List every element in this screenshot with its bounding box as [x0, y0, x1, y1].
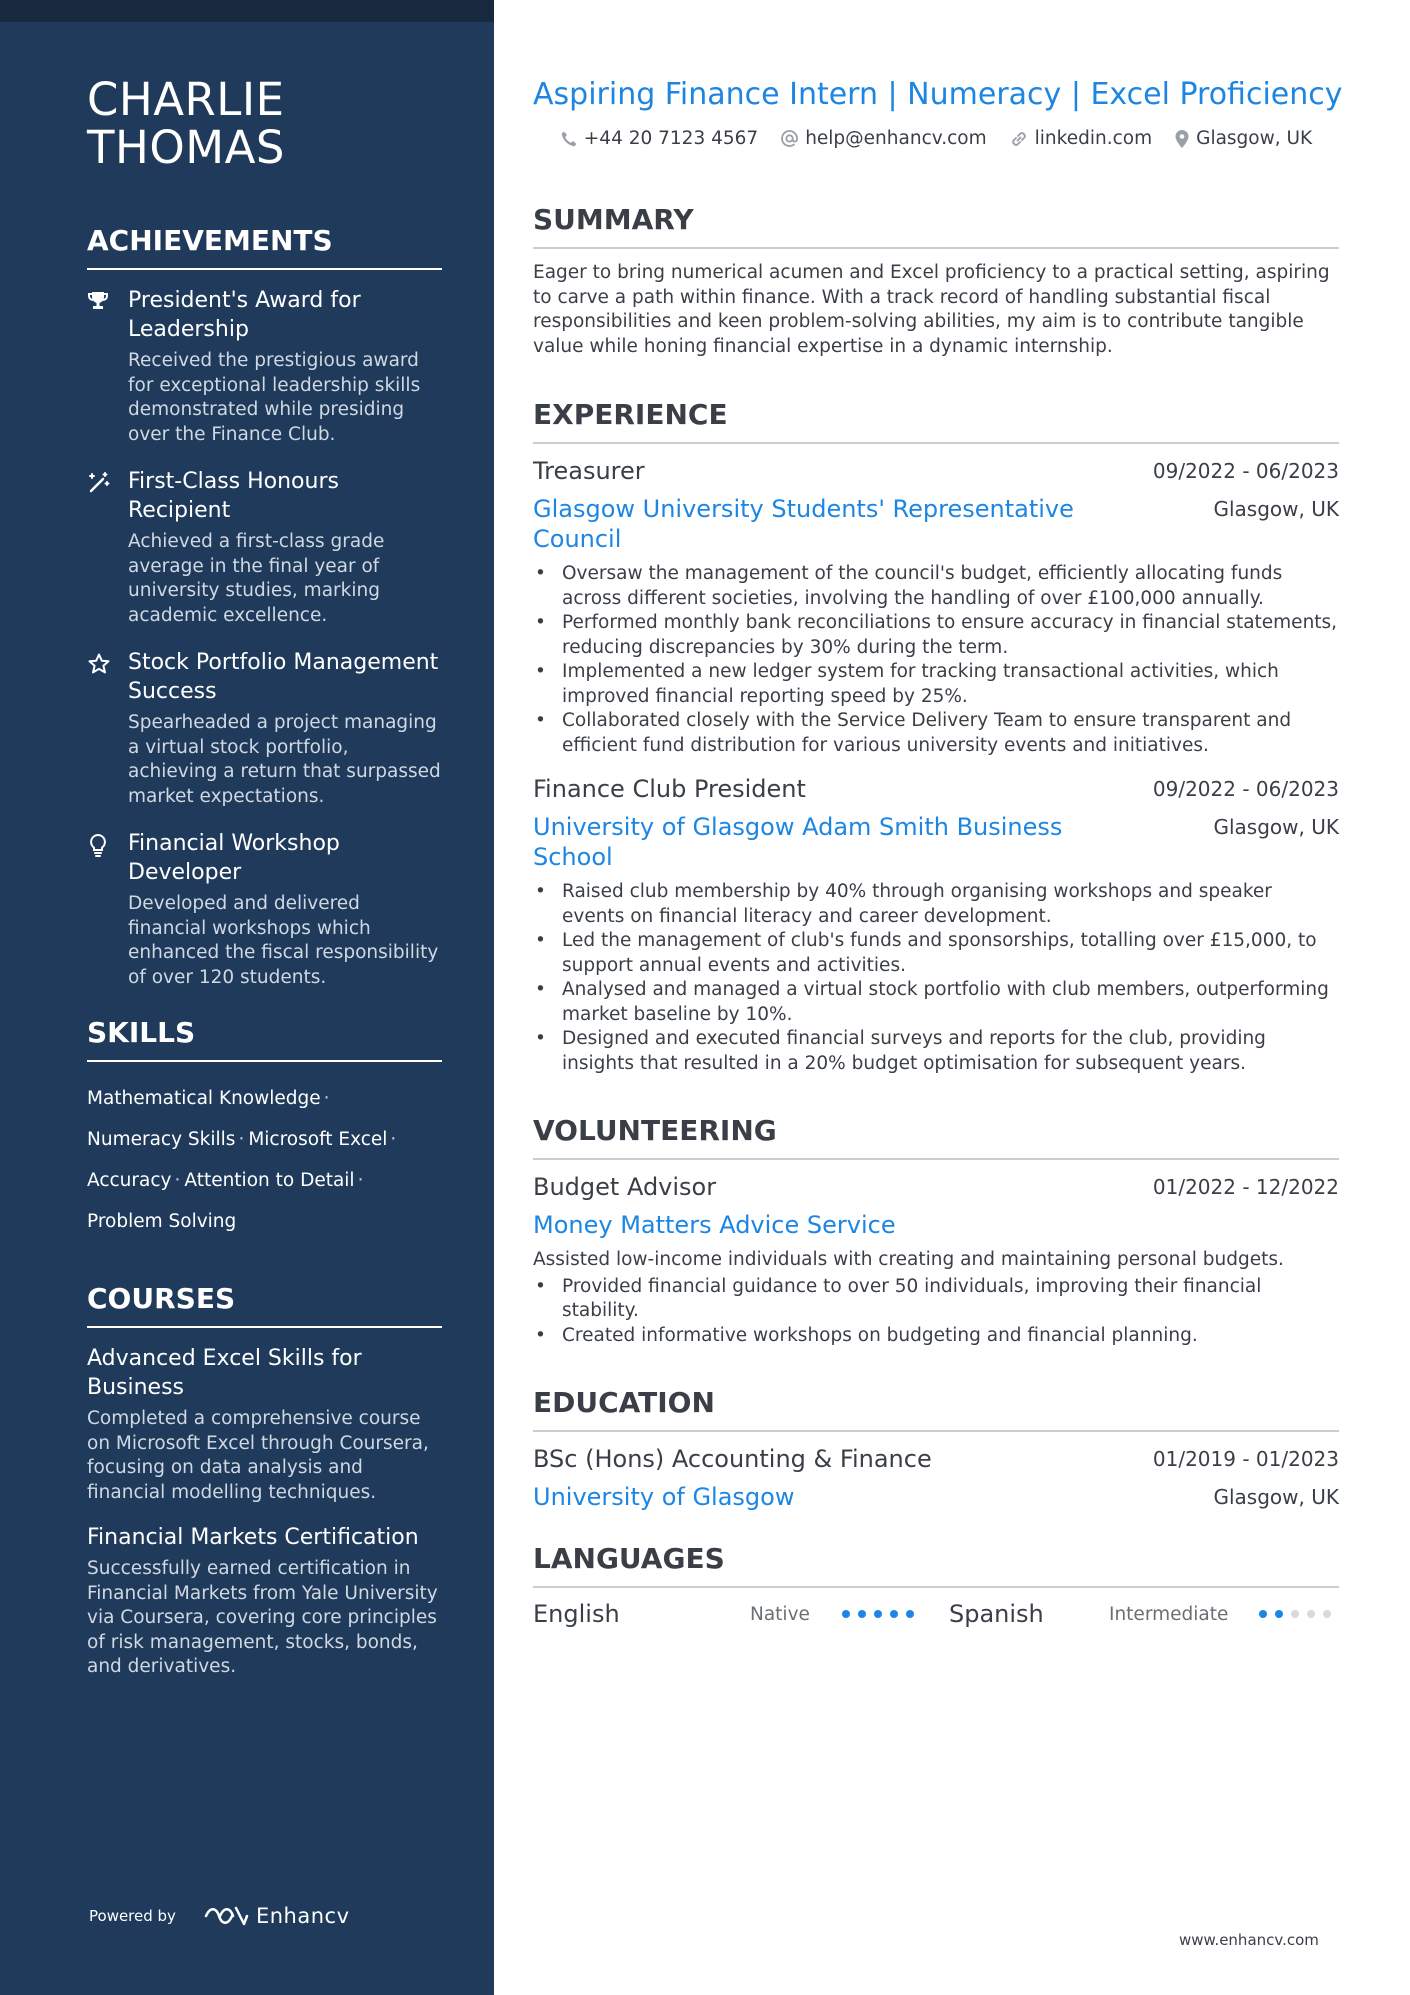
education-entry	[533, 1444, 1339, 1512]
bullet-item: • Performed monthly bank reconciliations to ensure accuracy in financial statements, reducing discrepancies by 30% during the term.	[533, 611, 1339, 660]
bullet-item: • Raised club membership by 40% through organising workshops and speaker events on financial literacy and career development.	[533, 880, 1339, 929]
language-item	[949, 1600, 1339, 1628]
skill-item: Attention to Detail	[184, 1170, 355, 1191]
rating-dot-empty	[1323, 1610, 1331, 1618]
experience-section	[533, 398, 1339, 1076]
volunteering-heading: VOLUNTEERING	[533, 1114, 1339, 1160]
skill-item: Mathematical Knowledge	[87, 1088, 321, 1109]
language-item	[533, 1600, 949, 1628]
skills-heading: SKILLS	[87, 1016, 442, 1062]
achievement-item	[87, 829, 442, 990]
achievements-section	[87, 224, 442, 990]
achievement-item	[87, 286, 442, 447]
skill-item: Microsoft Excel	[248, 1129, 388, 1150]
languages-row	[533, 1600, 1339, 1628]
experience-entry	[533, 774, 1339, 1076]
skills-section	[87, 1016, 442, 1242]
job-title: Treasurer	[533, 457, 645, 485]
achievement-item	[87, 648, 442, 809]
rating-dot-filled	[874, 1610, 882, 1618]
bullet-item: • Provided financial guidance to over 50 individuals, improving their financial stability.	[533, 1275, 1339, 1324]
language-name: Spanish	[949, 1600, 1044, 1628]
sidebar-content	[87, 73, 442, 1698]
achievement-description: Achieved a first-class grade average in the final year of university studies, marking academic excellence.	[128, 531, 385, 626]
rating-dot-empty	[1291, 1610, 1299, 1618]
rating-dot-filled	[890, 1610, 898, 1618]
skill-separator: ·	[323, 1088, 330, 1109]
languages-heading: LANGUAGES	[533, 1542, 1339, 1588]
achievement-title: First-Class Honours Recipient	[128, 469, 339, 523]
contact-location	[1174, 128, 1312, 149]
experience-entry	[533, 456, 1339, 758]
enhancv-logo-icon	[203, 1904, 249, 1928]
summary-text: Eager to bring numerical acumen and Excel proficiency to a practical setting, aspiring to carve a path within finance. With a track record of handling substantial fiscal responsibilities and keen problem-solving abilities, my aim is to contribute tangible value while honing financial expertise in a dynamic internship.	[533, 262, 1330, 357]
language-level: Intermediate	[1109, 1603, 1229, 1625]
courses-heading: COURSES	[87, 1282, 442, 1328]
skill-item: Accuracy	[87, 1170, 172, 1191]
achievement-item	[87, 467, 442, 628]
rating-dot-filled	[906, 1610, 914, 1618]
role-dates: 01/2022 - 12/2022	[1152, 1175, 1339, 1199]
course-description: Completed a comprehensive course on Microsoft Excel through Coursera, focusing on data analysis and financial modelling techniques.	[87, 1408, 429, 1503]
location-text: Glasgow, UK	[1196, 128, 1313, 149]
language-rating	[1259, 1610, 1339, 1618]
bullet-item: • Implemented a new ledger system for tracking transactional activities, which improved financial reporting speed by 25%.	[533, 660, 1339, 709]
bullet-item: • Collaborated closely with the Service Delivery Team to ensure transparent and efficient fund distribution for various university events and initiatives.	[533, 709, 1339, 758]
job-title: Finance Club President	[533, 775, 806, 803]
language-level: Native	[750, 1603, 810, 1625]
at-icon	[780, 129, 799, 148]
email-text: help@enhancv.com	[805, 128, 987, 149]
bullet-item: • Analysed and managed a virtual stock portfolio with club members, outperforming market baseline by 10%.	[533, 978, 1339, 1027]
job-bullets	[533, 880, 1339, 1076]
education-section	[533, 1386, 1339, 1512]
school-location: Glasgow, UK	[1213, 1485, 1339, 1509]
phone-text: +44 20 7123 4567	[583, 128, 759, 149]
job-location: Glasgow, UK	[1213, 815, 1339, 839]
skills-list	[87, 1078, 442, 1242]
education-heading: EDUCATION	[533, 1386, 1339, 1432]
achievement-description: Spearheaded a project managing a virtual stock portfolio, achieving a return that surpassed market expectations.	[128, 712, 441, 807]
skill-separator: ·	[174, 1170, 181, 1191]
job-organization: University of Glasgow Adam Smith Business School	[533, 813, 1063, 871]
contact-email[interactable]	[780, 128, 986, 149]
role-title: Budget Advisor	[533, 1173, 717, 1201]
achievements-heading: ACHIEVEMENTS	[87, 224, 442, 270]
contact-linkedin[interactable]	[1009, 128, 1152, 149]
phone-icon	[560, 130, 578, 148]
job-location: Glasgow, UK	[1213, 497, 1339, 521]
lightbulb-icon	[87, 829, 128, 990]
role-description: Assisted low-income individuals with creating and maintaining personal budgets.	[533, 1249, 1284, 1270]
summary-heading: SUMMARY	[533, 203, 1339, 249]
achievements-list	[87, 286, 442, 990]
bullet-item: • Created informative workshops on budgeting and financial planning.	[533, 1324, 1339, 1349]
headline: Aspiring Finance Intern | Numeracy | Excel Proficiency	[533, 77, 1343, 112]
achievement-title: Stock Portfolio Management Success	[128, 650, 439, 704]
role-bullets	[533, 1275, 1339, 1349]
linkedin-text: linkedin.com	[1034, 128, 1153, 149]
languages-section	[533, 1542, 1339, 1628]
enhancv-brand: Enhancv	[255, 1904, 350, 1928]
skill-separator: ·	[390, 1129, 397, 1150]
achievement-title: Financial Workshop Developer	[128, 831, 340, 885]
language-rating	[842, 1610, 922, 1618]
rating-dot-empty	[1307, 1610, 1315, 1618]
powered-by-label: Powered by	[89, 1907, 176, 1925]
volunteering-entry	[533, 1172, 1339, 1348]
skill-separator: ·	[357, 1170, 364, 1191]
course-item	[87, 1523, 442, 1680]
rating-dot-filled	[1275, 1610, 1283, 1618]
experience-heading: EXPERIENCE	[533, 398, 1339, 444]
job-dates: 09/2022 - 06/2023	[1152, 459, 1339, 483]
link-icon	[1009, 129, 1029, 149]
course-description: Successfully earned certification in Financial Markets from Yale University via Coursera, covering core principles of risk management, stocks, bonds, and derivatives.	[87, 1558, 438, 1677]
course-title: Financial Markets Certification	[87, 1525, 419, 1550]
sidebar	[0, 0, 494, 1995]
job-organization: Glasgow University Students' Representative Council	[533, 495, 1074, 553]
bullet-item: • Designed and executed financial surveys and reports for the club, providing insights that resulted in a 20% budget optimisation for subsequent years.	[533, 1027, 1339, 1076]
language-name: English	[533, 1600, 620, 1628]
skill-item: Problem Solving	[87, 1211, 237, 1232]
achievement-description: Developed and delivered financial workshops which enhanced the fiscal responsibility of over 120 students.	[128, 893, 439, 988]
skill-separator: ·	[238, 1129, 245, 1150]
contact-bar	[533, 128, 1339, 149]
job-bullets	[533, 562, 1339, 758]
bullet-item: • Oversaw the management of the council's budget, efficiently allocating funds across different societies, involving the handling of over £100,000 annually.	[533, 562, 1339, 611]
achievement-description: Received the prestigious award for exceptional leadership skills demonstrated while presiding over the Finance Club.	[128, 350, 421, 445]
rating-dot-filled	[1259, 1610, 1267, 1618]
powered-by	[89, 1904, 350, 1928]
skill-item: Numeracy Skills	[87, 1129, 236, 1150]
rating-dot-filled	[842, 1610, 850, 1618]
school-name: University of Glasgow	[533, 1483, 795, 1511]
contact-phone[interactable]	[560, 128, 758, 149]
achievement-title: President's Award for Leadership	[128, 288, 361, 342]
role-organization: Money Matters Advice Service	[533, 1211, 896, 1239]
candidate-name	[87, 73, 442, 174]
rating-dot-filled	[858, 1610, 866, 1618]
main-content	[533, 76, 1343, 1628]
courses-section	[87, 1282, 442, 1680]
volunteering-section	[533, 1114, 1339, 1348]
last-name: THOMAS	[87, 121, 285, 174]
trophy-icon	[87, 286, 128, 447]
footer-url[interactable]: www.enhancv.com	[1179, 1931, 1319, 1949]
first-name: CHARLIE	[87, 73, 285, 126]
star-icon	[87, 648, 128, 809]
enhancv-logo[interactable]	[203, 1904, 350, 1928]
sidebar-top-bar	[0, 0, 494, 22]
bullet-item: • Led the management of club's funds and sponsorships, totalling over £15,000, to support annual events and activities.	[533, 929, 1339, 978]
course-item	[87, 1344, 442, 1505]
magic-wand-icon	[87, 467, 128, 628]
job-dates: 09/2022 - 06/2023	[1152, 777, 1339, 801]
degree-dates: 01/2019 - 01/2023	[1152, 1447, 1339, 1471]
course-title: Advanced Excel Skills for Business	[87, 1346, 362, 1400]
degree-title: BSc (Hons) Accounting & Finance	[533, 1445, 932, 1473]
summary-section	[533, 203, 1339, 359]
location-pin-icon	[1174, 129, 1190, 149]
